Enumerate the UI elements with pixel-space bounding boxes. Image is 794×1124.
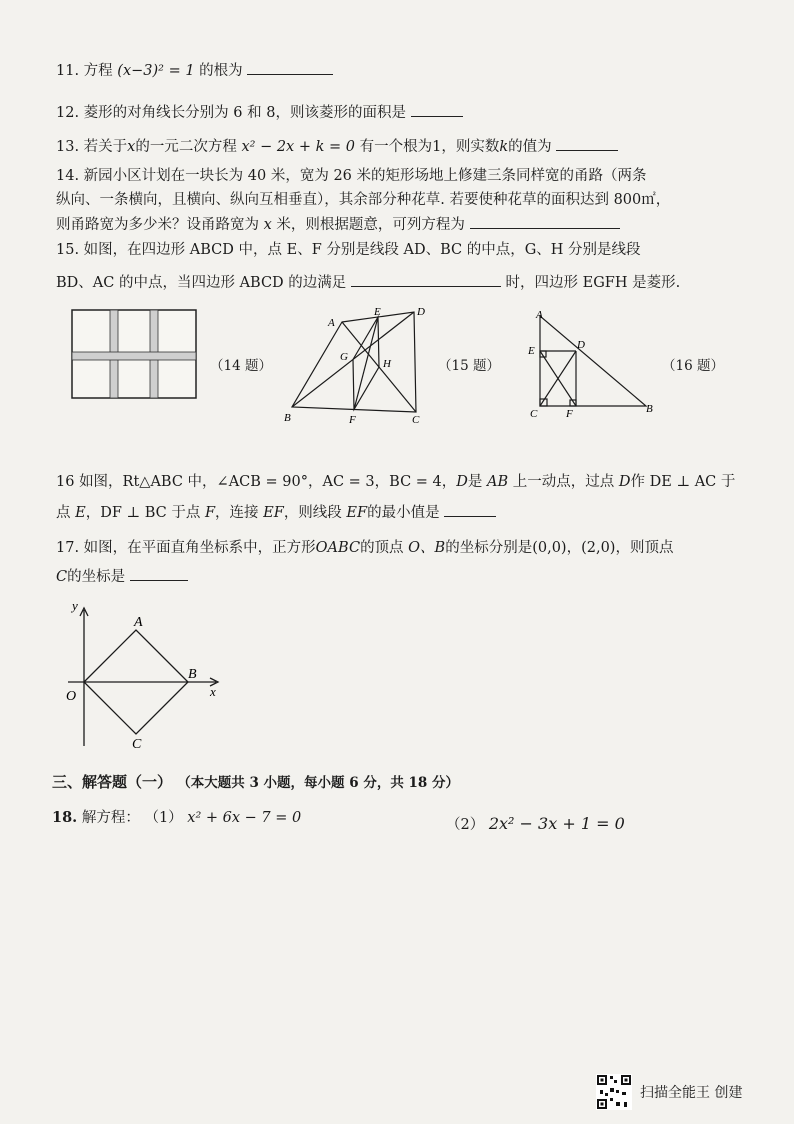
question-17-line2 (56, 566, 188, 587)
q17-points: O、B (408, 540, 446, 556)
question-16-line2 (56, 502, 496, 523)
q18-part2: （2） (446, 817, 485, 833)
q15-answer-blank[interactable] (351, 272, 501, 287)
q15-number: 15. (56, 242, 80, 258)
question-16-line1 (56, 472, 735, 492)
q11-text-b: 的根为 (199, 63, 243, 79)
label-H: H (383, 358, 391, 370)
q16-seg-ef: EF (263, 505, 284, 521)
q16-line2e: 的最小值是 (367, 505, 440, 521)
label-A: A (536, 309, 543, 321)
axis-label-y: y (72, 598, 78, 613)
question-18-part-2 (446, 814, 625, 835)
q16-seg-ef2: EF (346, 505, 368, 521)
figure-14 (70, 308, 198, 400)
question-14-line2 (56, 190, 670, 210)
triangle-abc (540, 316, 646, 406)
q18-number: 18. (52, 809, 78, 826)
q14-line3b: 米，则根据题意，可列方程为 (276, 217, 465, 233)
caption-16: （16 题） (662, 358, 724, 374)
q14-answer-blank[interactable] (470, 214, 620, 229)
label-O: O (66, 689, 77, 704)
q13-text-b: 的一元二次方程 (135, 139, 237, 155)
q16-line2a: 点 (56, 505, 71, 521)
q12-text: 菱形的对角线长分别为 6 和 8，则该菱形的面积是 (83, 105, 406, 121)
section-3-note: （本大题共 3 小题，每小题 6 分，共 18 分） (177, 775, 460, 791)
q11-number: 11. (56, 63, 80, 79)
q17-sep: ， (566, 540, 582, 556)
question-11 (56, 60, 333, 81)
question-14-line3 (56, 214, 620, 235)
caption-14: （14 题） (210, 358, 272, 374)
q18-text: 解方程： (81, 810, 140, 826)
figure-16 (526, 306, 662, 420)
q16-answer-blank[interactable] (444, 502, 496, 517)
label-C: C (412, 414, 420, 426)
label-B: B (646, 403, 653, 415)
q14-line3a: 则甬路宽为多少米？设甬路宽为 (56, 217, 259, 233)
label-A: A (328, 317, 335, 329)
q13-number: 13. (56, 139, 80, 155)
q16-line2c: ，连接 (215, 505, 259, 521)
q13-text-c: 有一个根为1，则实数 (359, 139, 500, 155)
question-13 (56, 136, 618, 157)
q13-answer-blank[interactable] (556, 136, 618, 151)
question-17-line1 (56, 538, 673, 558)
segment-ef (354, 317, 378, 410)
q17-coord1: (0,0) (532, 540, 567, 556)
q16-line2d: ，则线段 (283, 505, 342, 521)
scanner-watermark-text: 扫描全能王 创建 (640, 1085, 743, 1101)
q17-number: 17. (56, 540, 80, 556)
q16-line1a: 如图，Rt△ABC 中，∠ACB = 90°，AC = 3，BC = 4， (79, 474, 457, 490)
q16-line1c: 上一动点，过点 (512, 474, 615, 490)
q16-line1d: 作 DE ⊥ AC 于 (630, 474, 736, 490)
label-F: F (349, 414, 356, 426)
question-12 (56, 102, 463, 123)
question-15-line2 (56, 272, 680, 293)
caption-15: （15 题） (438, 358, 500, 374)
q11-equation: (x−3)² = 1 (117, 63, 195, 79)
label-F: F (566, 408, 573, 420)
q17-answer-blank[interactable] (130, 566, 188, 581)
q17-var-c: C (56, 569, 68, 585)
q16-number: 16 (56, 474, 75, 490)
q13-var-x: x (127, 139, 136, 155)
q17-line1d: ，则顶点 (615, 540, 674, 556)
q11-text-a: 方程 (83, 63, 113, 79)
label-E: E (374, 306, 381, 318)
q13-text-a: 若关于 (83, 139, 128, 155)
section-3-title: 三、解答题（一） (52, 773, 173, 791)
q16-var-d2: D (618, 474, 631, 490)
q17-line2b: 的坐标是 (67, 569, 126, 585)
q18-equation-1: x² + 6x − 7 = 0 (187, 810, 302, 826)
q16-var-e: E (75, 505, 86, 521)
q16-var-d: D (456, 474, 468, 490)
q16-seg-ab: AB (487, 474, 509, 490)
label-B: B (284, 412, 291, 424)
scanner-watermark (596, 1074, 742, 1110)
q15-line2a: BD、AC 的中点，当四边形 ABCD 的边满足 (56, 275, 347, 291)
q11-answer-blank[interactable] (247, 60, 333, 75)
q13-var-k: k (499, 139, 509, 155)
q16-line1b: 是 (467, 474, 483, 490)
q17-coord2: (2,0) (581, 540, 616, 556)
q17-line1a: 如图，在平面直角坐标系中，正方形 (83, 540, 316, 556)
label-C: C (530, 408, 538, 420)
q18-part1: （1） (144, 810, 183, 826)
q14-line1: 新园小区计划在一块长为 40 米，宽为 26 米的矩形场地上修建三条同样宽的甬路（两条 (83, 168, 647, 184)
q15-line2b: 时，四边形 EGFH 是菱形. (505, 275, 681, 291)
q16-line2b: ，DF ⊥ BC 于点 (85, 505, 201, 521)
label-A: A (134, 615, 143, 630)
label-E: E (528, 345, 535, 357)
question-18 (52, 808, 301, 828)
q14-number: 14. (56, 168, 80, 184)
figure-17 (60, 596, 230, 756)
q17-line1b: 的顶点 (360, 540, 404, 556)
label-C: C (132, 737, 142, 752)
question-15-line1 (56, 240, 641, 260)
label-D: D (417, 306, 425, 318)
question-14-line1 (56, 166, 647, 186)
label-B: B (188, 667, 197, 682)
axis-label-x: x (210, 684, 216, 699)
q18-equation-2: 2x² − 3x + 1 = 0 (488, 814, 625, 833)
q13-text-d: 的值为 (508, 139, 552, 155)
figure-15 (282, 302, 432, 426)
q17-shape: OABC (315, 540, 361, 556)
q12-number: 12. (56, 105, 80, 121)
label-G: G (340, 351, 348, 363)
q14-var-x: x (263, 217, 272, 233)
q16-var-f: F (204, 505, 216, 521)
q17-line1c: 的坐标分别是 (445, 540, 533, 556)
q14-line2: 纵向、一条横向，且横向、纵向互相垂直），其余部分种花草. 若要使种花草的面积达到 800㎡， (56, 192, 671, 208)
label-D: D (577, 339, 585, 351)
q12-answer-blank[interactable] (411, 102, 463, 117)
qr-code-icon (596, 1074, 632, 1110)
q15-line1: 如图，在四边形 ABCD 中，点 E、F 分别是线段 AD、BC 的中点，G、H 分别是线段 (83, 242, 641, 258)
q13-equation: x² − 2x + k = 0 (241, 139, 355, 155)
section-3-header (52, 772, 459, 793)
